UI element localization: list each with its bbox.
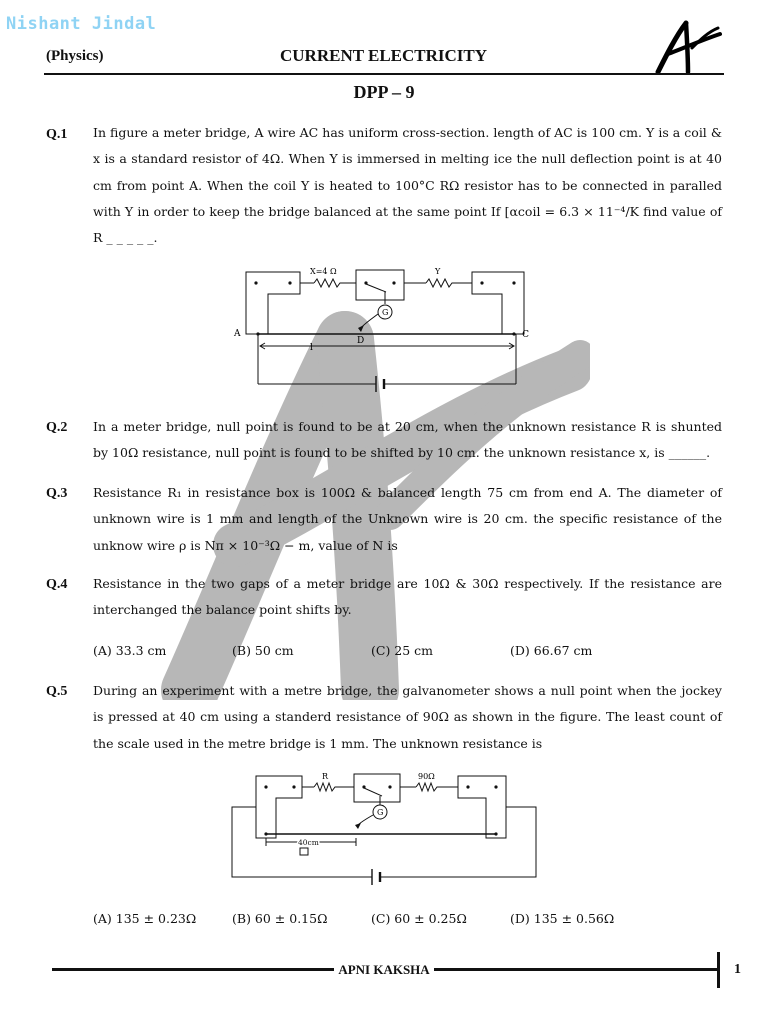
- question-2-text: In a meter bridge, null point is found to be at 20 cm, when the unknown resistance R is shunted by 10Ω resistance, null point is found to be shifted by 10 cm. the unknown resistance x, is ______.: [93, 419, 722, 461]
- fig1-l-label: l: [310, 343, 313, 353]
- page-number: 1: [734, 962, 741, 977]
- fig1-x-label: X=4 Ω: [310, 267, 337, 276]
- fig2-r-label: R: [322, 772, 329, 781]
- question-3-text: Resistance R₁ in resistance box is 100Ω & balanced length 75 cm from end A. The diameter of unknown wire is 1 mm and length of the Unknown wire is 20 cm. the specific resistance of the unknow wire ρ is Nπ × 10⁻³Ω − m, value of N is: [93, 485, 722, 553]
- fig1-y-label: Y: [435, 267, 441, 276]
- question-2-number: Q.2: [46, 420, 68, 435]
- fig2-standard-resistor-label: 90Ω: [418, 772, 435, 781]
- footer-brand: APNI KAKSHA: [338, 962, 430, 977]
- header-rule: [44, 73, 724, 75]
- q4-option-b[interactable]: (B) 50 cm: [232, 643, 294, 658]
- question-5-options: [93, 911, 722, 931]
- question-4-text: Resistance in the two gaps of a meter bridge are 10Ω & 30Ω respectively. If the resistance are interchanged the balance point shifts by.: [93, 576, 722, 618]
- question-4-number: Q.4: [46, 577, 68, 592]
- footer-divider: [717, 952, 720, 988]
- subject-label: (Physics): [46, 48, 104, 64]
- fig2-g-label: G: [377, 808, 384, 817]
- q5-option-a[interactable]: (A) 135 ± 0.23Ω: [93, 911, 197, 926]
- q4-option-a[interactable]: (A) 33.3 cm: [93, 643, 167, 658]
- footer-rule-left: [52, 968, 334, 971]
- footer-rule-right: [434, 968, 718, 971]
- page-title: CURRENT ELECTRICITY: [280, 46, 488, 65]
- fig1-g-label: G: [382, 308, 389, 317]
- q4-option-c[interactable]: (C) 25 cm: [371, 643, 434, 658]
- brand-logo-icon: [652, 20, 724, 76]
- q5-option-c[interactable]: (C) 60 ± 0.25Ω: [371, 911, 467, 926]
- meter-bridge-figure-1: [230, 262, 530, 398]
- q5-option-d[interactable]: (D) 135 ± 0.56Ω: [510, 911, 615, 926]
- question-5-text: During an experiment with a metre bridge, the galvanometer shows a null point when the jockey is pressed at 40 cm using a standerd resistance of 90Ω as shown in the figure. The least count of the scale used in the metre bridge is 1 mm. The unknown resistance is: [93, 683, 722, 751]
- question-3-number: Q.3: [46, 486, 68, 501]
- q5-option-b[interactable]: (B) 60 ± 0.15Ω: [232, 911, 328, 926]
- author-watermark: Nishant Jindal: [6, 14, 157, 34]
- meter-bridge-figure-2: [226, 768, 542, 892]
- fig2-length-label: 40cm: [298, 838, 319, 847]
- question-5-number: Q.5: [46, 684, 68, 699]
- fig1-c-label: C: [522, 330, 529, 340]
- question-1-number: Q.1: [46, 127, 68, 142]
- question-4-options: [93, 643, 722, 663]
- q4-option-d[interactable]: (D) 66.67 cm: [510, 643, 593, 658]
- fig1-d-label: D: [357, 336, 365, 346]
- question-1-text: In figure a meter bridge, A wire AC has uniform cross-section. length of AC is 100 cm. Y is a coil & x is a standard resistor of 4Ω. When Y is immersed in melting ice the null deflection point is at 40 cm from point A. When the coil Y is heated to 100°C RΩ resistor has to be connected in paralled with Y in order to keep the bridge balanced at the same point If [αcoil = 6.3 × 11⁻⁴/K find value of R _ _ _ _ _.: [93, 125, 722, 246]
- dpp-title: DPP – 9: [353, 82, 415, 102]
- fig1-a-label: A: [234, 329, 241, 339]
